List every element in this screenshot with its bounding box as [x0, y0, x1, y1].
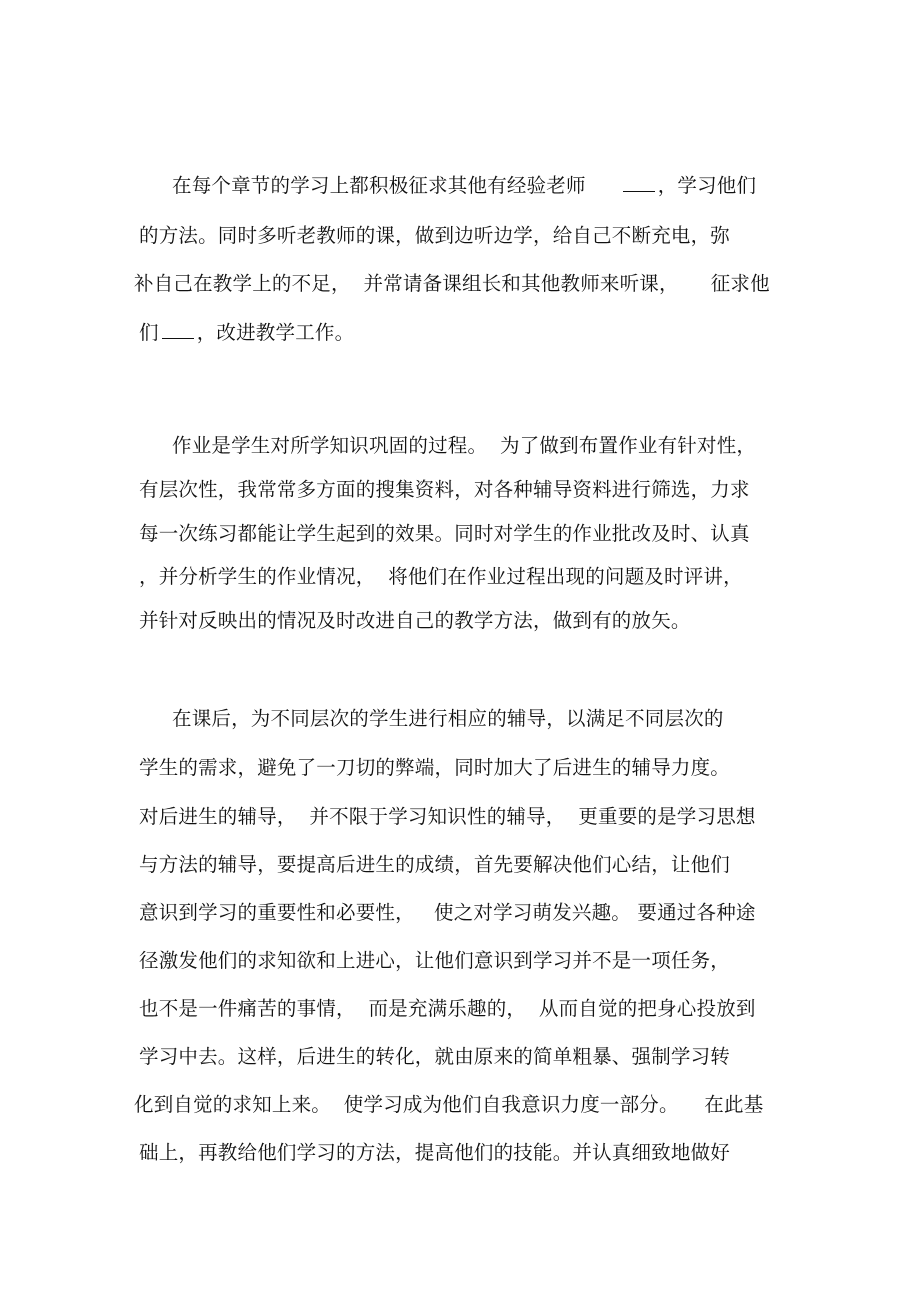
- paragraph1-line2: 的方法。同时多听老教师的课，做到边听边学，给自己不断充电，弥: [139, 224, 731, 247]
- paragraph1-line4-text-a: 们: [139, 321, 159, 344]
- paragraph2-line4: ，并分析学生的作业情况， 将他们在作业过程出现的问题及时评讲，: [139, 565, 743, 588]
- paragraph1-line1-text-a: 在每个章节的学习上都积极征求其他有经验老师: [172, 174, 586, 197]
- paragraph2-line3: 每一次练习都能让学生起到的效果。同时对学生的作业批改及时、认真: [139, 522, 750, 545]
- paragraph1-line1-text-b: ，学习他们: [657, 174, 757, 197]
- paragraph3-line5: 意识到学习的重要性和必要性， 使之对学习萌发兴趣。 要通过各种途: [139, 901, 756, 924]
- paragraph1-line1: [172, 173, 756, 199]
- paragraph3-line10: 础上，再教给他们学习的方法，提高他们的技能。并认真细致地做好: [139, 1141, 731, 1164]
- paragraph3-line9: 化到自觉的求知上来。 使学习成为他们自我意识力度一部分。 在此基: [134, 1093, 764, 1116]
- paragraph1-line4: [139, 320, 354, 346]
- fill-in-blank: [162, 322, 194, 339]
- paragraph3-line3: 对后进生的辅导， 并不限于学习知识性的辅导， 更重要的是学习思想: [139, 805, 756, 828]
- fill-in-blank: [623, 175, 655, 192]
- paragraph3-line6: 径激发他们的求知欲和上进心，让他们意识到学习并不是一项任务，: [139, 949, 731, 972]
- paragraph2-line2: 有层次性，我常常多方面的搜集资料，对各种辅导资料进行筛选，力求: [139, 478, 750, 501]
- paragraph3-line8: 学习中去。这样，后进生的转化，就由原来的简单粗暴、强制学习转: [139, 1045, 731, 1068]
- paragraph1-line4-text-b: ，改进教学工作。: [196, 321, 355, 344]
- paragraph2-line1: 作业是学生对所学知识巩固的过程。 为了做到布置作业有针对性，: [172, 434, 757, 457]
- paragraph1-line3: 补自己在教学上的不足， 并常请备课组长和其他教师来听课， 征求他: [134, 272, 770, 295]
- paragraph2-line5: 并针对反映出的情况及时改进自己的教学方法，做到有的放矢。: [139, 609, 691, 632]
- paragraph3-line4: 与方法的辅导，要提高后进生的成绩，首先要解决他们心结，让他们: [139, 853, 731, 876]
- paragraph3-line7: 也不是一件痛苦的事情， 而是充满乐趣的， 从而自觉的把身心投放到: [139, 997, 756, 1020]
- paragraph3-line2: 学生的需求，避免了一刀切的弊端，同时加大了后进生的辅导力度。: [139, 756, 731, 779]
- paragraph3-line1: 在课后，为不同层次的学生进行相应的辅导，以满足不同层次的: [172, 707, 724, 730]
